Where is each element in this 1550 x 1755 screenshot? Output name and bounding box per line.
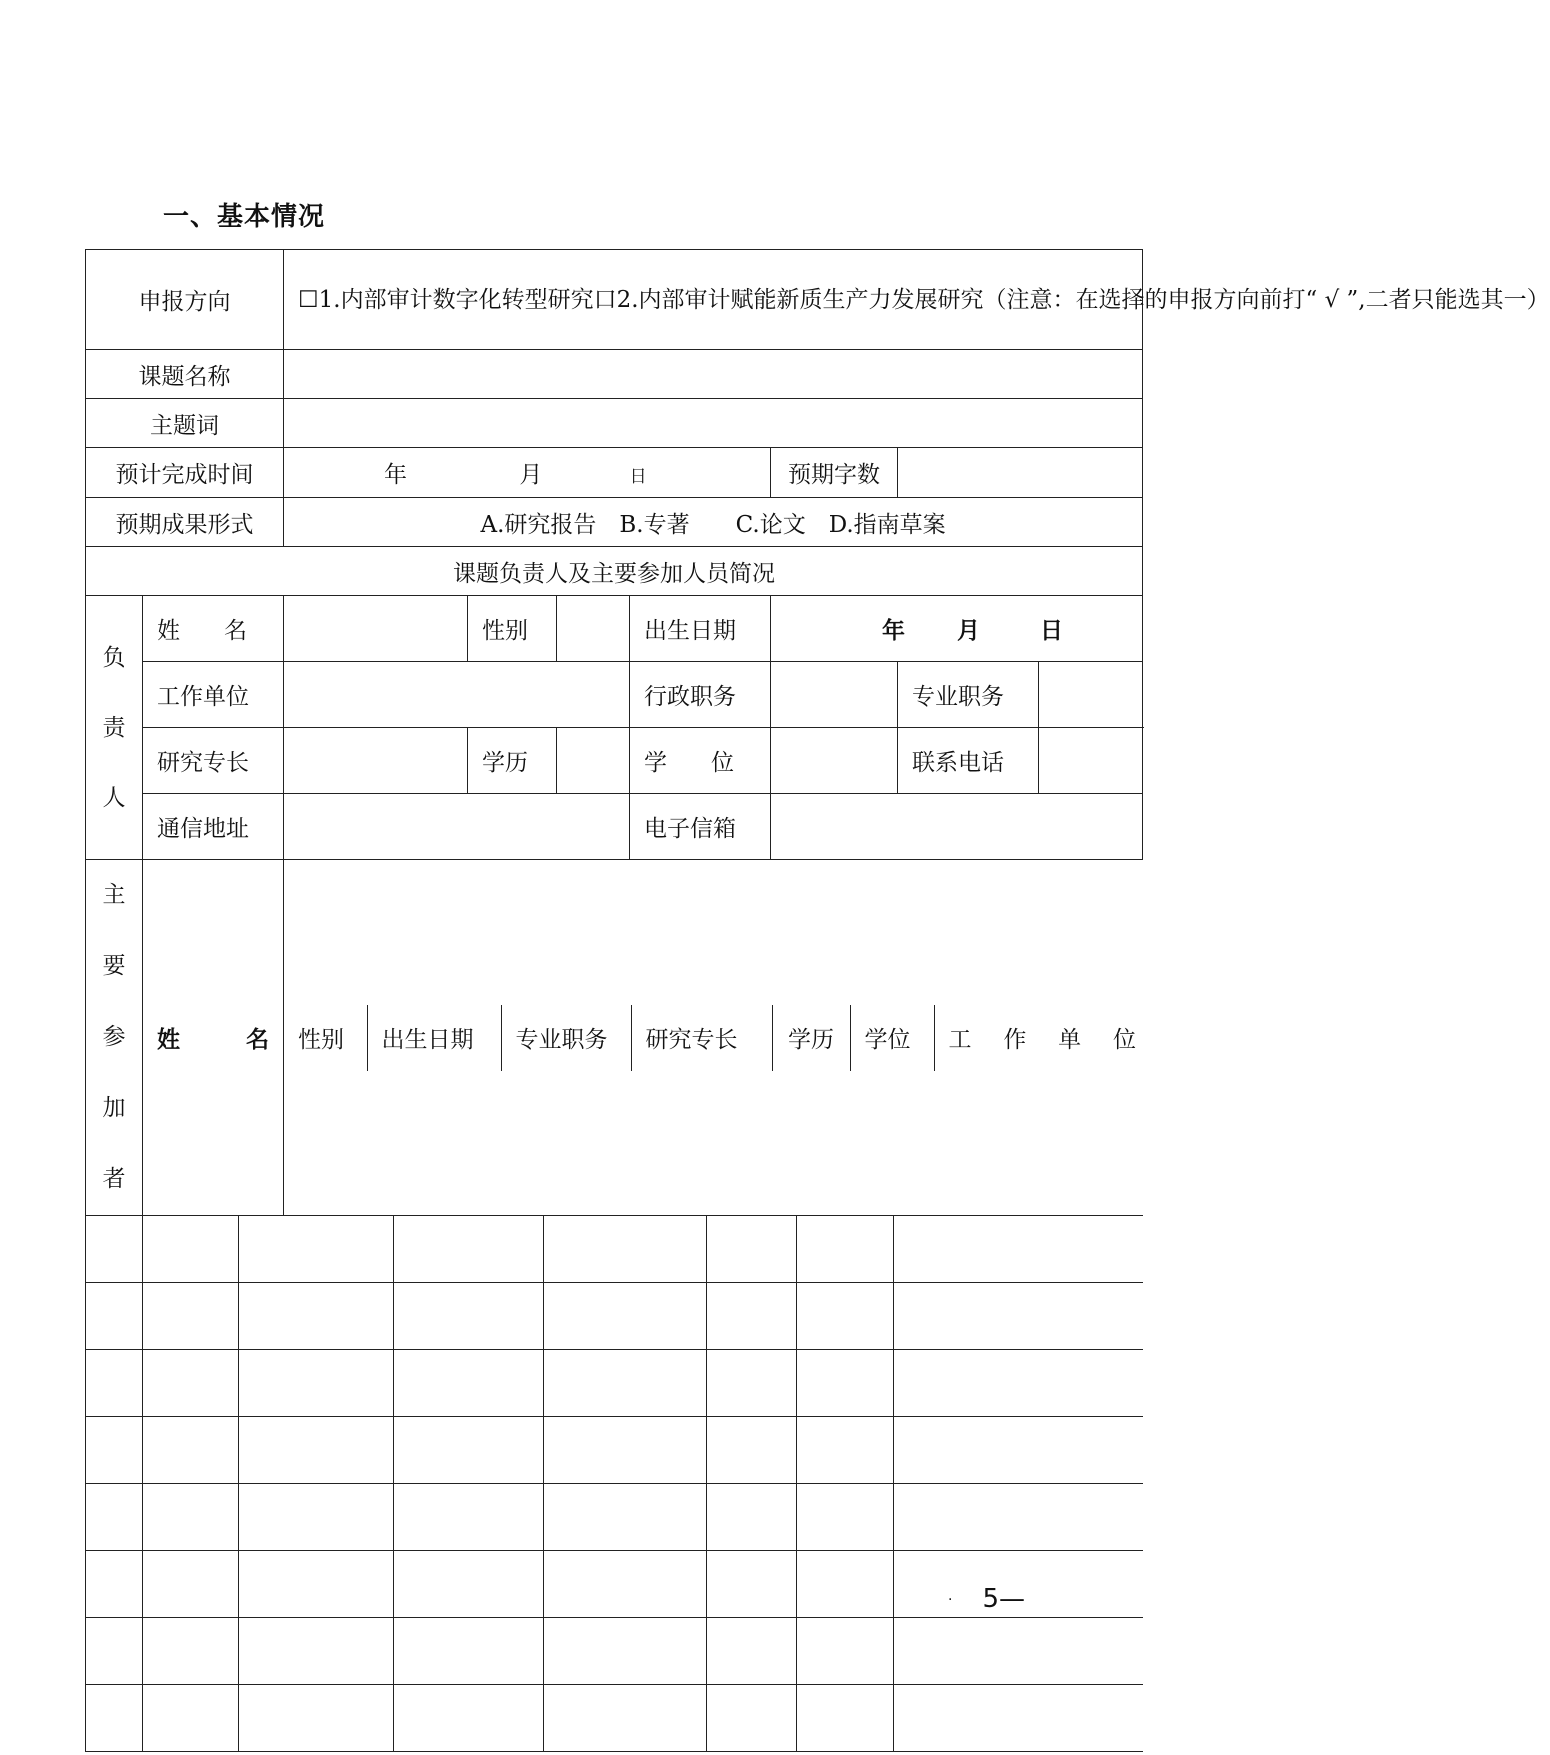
participant-cell[interactable]	[893, 1685, 1142, 1751]
participant-cell[interactable]	[796, 1216, 893, 1282]
participant-cell[interactable]	[393, 1618, 543, 1684]
participants-side-char: 者	[102, 1166, 126, 1192]
participant-cells	[143, 1350, 1143, 1417]
result-form-label: 预期成果形式	[86, 498, 284, 547]
word-count-field[interactable]	[898, 448, 1143, 498]
degree-label: 学 位	[630, 728, 771, 794]
participant-cell[interactable]	[796, 1417, 893, 1483]
completion-date-field[interactable]	[284, 448, 771, 498]
participants-columns	[284, 860, 1143, 1216]
participant-cell[interactable]	[143, 1618, 239, 1684]
col-work-unit: 工 作 单 位	[934, 1005, 1150, 1071]
page-dot: ·	[948, 1591, 953, 1608]
participant-cell[interactable]	[239, 1283, 394, 1349]
participant-cell[interactable]	[706, 1417, 796, 1483]
work-unit-label: 工作单位	[143, 662, 284, 728]
page-number-text: 5—	[982, 1584, 1025, 1614]
phone-label: 联系电话	[898, 728, 1039, 794]
leader-side-char: 人	[102, 784, 126, 811]
direction-options[interactable]: ☐1.内部审计数字化转型研究口2.内部审计赋能新质生产力发展研究（注意：在选择的申报方向前打“ √ ”,二者只能选其一）	[284, 250, 1143, 350]
participant-cell[interactable]	[143, 1216, 239, 1282]
participant-cell[interactable]	[86, 1551, 143, 1618]
participant-cell[interactable]	[239, 1484, 394, 1550]
participant-cells	[143, 1618, 1143, 1685]
participant-cell[interactable]	[239, 1618, 394, 1684]
participant-cell[interactable]	[86, 1417, 143, 1484]
day-label: 日	[629, 467, 647, 487]
month-label: 月	[519, 462, 543, 488]
participants-side-label	[86, 860, 143, 1216]
col-birth: 出生日期	[367, 1005, 501, 1071]
participant-cell[interactable]	[706, 1216, 796, 1282]
leader-row-3	[86, 728, 1143, 794]
participant-cell[interactable]	[893, 1216, 1142, 1282]
topic-name-row	[86, 350, 1143, 399]
participant-cell[interactable]	[86, 1216, 143, 1283]
participant-cell[interactable]	[86, 1350, 143, 1417]
col-prof-title: 专业职务	[501, 1005, 631, 1071]
leader-row-4	[86, 794, 1143, 860]
email-field[interactable]	[771, 794, 1143, 860]
email-label: 电子信箱	[630, 794, 771, 860]
participant-cells	[143, 1283, 1143, 1350]
participant-row	[86, 1417, 1143, 1484]
result-form-options[interactable]: A.研究报告 B.专著 C.论文 D.指南草案	[284, 498, 1143, 547]
participant-cell[interactable]	[393, 1283, 543, 1349]
participants-side-char: 主	[102, 882, 126, 908]
personnel-header-row	[86, 547, 1143, 596]
specialty-label: 研究专长	[143, 728, 284, 794]
education-label: 学历	[468, 728, 557, 794]
participant-row	[86, 1618, 1143, 1685]
topic-name-label: 课题名称	[86, 350, 284, 399]
participant-cell[interactable]	[796, 1484, 893, 1550]
participant-cell[interactable]	[544, 1283, 707, 1349]
leader-gender-label: 性别	[468, 596, 557, 662]
leader-birth-field[interactable]	[771, 596, 1143, 662]
participant-cell[interactable]	[893, 1350, 1142, 1416]
leader-row-1	[86, 596, 1143, 662]
participant-row	[86, 1350, 1143, 1417]
participant-cell[interactable]	[544, 1350, 707, 1416]
basic-info-form	[85, 249, 1550, 1752]
participant-cell[interactable]	[143, 1417, 239, 1483]
participant-row	[86, 1685, 1143, 1752]
leader-row-2	[86, 662, 1143, 728]
participant-cells	[143, 1417, 1143, 1484]
participant-cell[interactable]	[143, 1551, 239, 1617]
participant-cell[interactable]	[796, 1551, 893, 1617]
participant-cell[interactable]	[893, 1283, 1142, 1349]
participant-cell[interactable]	[706, 1685, 796, 1751]
keywords-label: 主题词	[86, 399, 284, 448]
participant-cell[interactable]	[86, 1283, 143, 1350]
participant-cell[interactable]	[239, 1350, 394, 1416]
participant-cells	[143, 1216, 1143, 1283]
prof-title-label: 专业职务	[898, 662, 1039, 728]
keywords-field[interactable]	[284, 399, 1143, 448]
result-form-row	[86, 498, 1143, 547]
participant-cell[interactable]	[239, 1216, 394, 1282]
participant-cell[interactable]	[893, 1618, 1142, 1684]
participant-cell[interactable]	[893, 1484, 1142, 1550]
leader-gender-field[interactable]	[557, 596, 630, 662]
participant-cell[interactable]	[239, 1417, 394, 1483]
participant-cell[interactable]	[86, 1685, 143, 1752]
birth-day: 日	[1040, 617, 1064, 644]
education-field[interactable]	[557, 728, 630, 794]
col-education: 学历	[772, 1005, 850, 1071]
section-title: 一、基本情况	[163, 202, 326, 232]
participant-cell[interactable]	[706, 1551, 796, 1617]
participant-cell[interactable]	[544, 1551, 707, 1617]
leader-side-label	[86, 596, 143, 860]
prof-title-field[interactable]	[1039, 662, 1143, 728]
participant-cell[interactable]	[544, 1417, 707, 1483]
personnel-header: 课题负责人及主要参加人员简况	[86, 547, 1143, 596]
participants-header-row	[86, 860, 1143, 1216]
participants-side-char: 加	[102, 1095, 126, 1121]
participant-cell[interactable]	[544, 1618, 707, 1684]
participant-cell[interactable]	[143, 1484, 239, 1550]
participant-cell[interactable]	[706, 1618, 796, 1684]
participant-cell[interactable]	[239, 1685, 394, 1751]
participant-cell[interactable]	[796, 1350, 893, 1416]
birth-month: 月	[957, 617, 981, 644]
participant-cell[interactable]	[544, 1484, 707, 1550]
participant-cell[interactable]	[86, 1484, 143, 1551]
year-label: 年	[384, 462, 407, 488]
specialty-field[interactable]	[284, 728, 468, 794]
birth-year: 年	[882, 617, 905, 644]
participant-cell[interactable]	[706, 1484, 796, 1550]
participants-side-char: 要	[102, 953, 126, 979]
participant-cell[interactable]	[393, 1551, 543, 1617]
leader-name-field[interactable]	[284, 596, 468, 662]
participant-cell[interactable]	[393, 1685, 543, 1751]
participant-cell[interactable]	[393, 1216, 543, 1282]
participants-side-char: 参	[102, 1024, 126, 1050]
leader-side-char: 责	[102, 714, 126, 741]
completion-time-row	[86, 448, 1143, 498]
leader-side-char: 负	[102, 644, 126, 671]
degree-field[interactable]	[771, 728, 898, 794]
col-name: 姓 名	[143, 860, 284, 1216]
participant-cell[interactable]	[796, 1283, 893, 1349]
participant-cell[interactable]	[544, 1685, 707, 1751]
participant-cells	[143, 1685, 1143, 1752]
participant-cell[interactable]	[393, 1350, 543, 1416]
page-number	[948, 1584, 1025, 1614]
direction-row	[86, 250, 1143, 350]
participant-row	[86, 1484, 1143, 1551]
phone-field[interactable]	[1039, 728, 1143, 794]
participant-cell[interactable]	[893, 1417, 1142, 1483]
participant-cell[interactable]	[239, 1551, 394, 1617]
participant-cell[interactable]	[796, 1618, 893, 1684]
address-field[interactable]	[284, 794, 630, 860]
participant-cells	[143, 1484, 1143, 1551]
col-degree: 学位	[850, 1005, 934, 1071]
participant-cell[interactable]	[796, 1685, 893, 1751]
participant-cell[interactable]	[143, 1685, 239, 1751]
admin-post-field[interactable]	[771, 662, 898, 728]
participant-cell[interactable]	[143, 1283, 239, 1349]
address-label: 通信地址	[143, 794, 284, 860]
col-gender: 性别	[284, 1005, 367, 1071]
participant-row	[86, 1216, 1143, 1283]
participant-cell[interactable]	[143, 1350, 239, 1416]
participant-cell[interactable]	[706, 1283, 796, 1349]
work-unit-field[interactable]	[284, 662, 630, 728]
participant-row	[86, 1283, 1143, 1350]
admin-post-label: 行政职务	[630, 662, 771, 728]
participant-cell[interactable]	[86, 1618, 143, 1685]
participant-cell[interactable]	[393, 1417, 543, 1483]
participant-cell[interactable]	[393, 1484, 543, 1550]
participant-cell[interactable]	[544, 1216, 707, 1282]
word-count-label: 预期字数	[771, 448, 898, 498]
participant-cell[interactable]	[706, 1350, 796, 1416]
leader-name-label: 姓 名	[143, 596, 284, 662]
direction-label: 申报方向	[86, 250, 284, 350]
col-specialty: 研究专长	[631, 1005, 772, 1071]
topic-name-field[interactable]	[284, 350, 1143, 399]
leader-birth-label: 出生日期	[630, 596, 771, 662]
keywords-row	[86, 399, 1143, 448]
completion-time-label: 预计完成时间	[86, 448, 284, 498]
